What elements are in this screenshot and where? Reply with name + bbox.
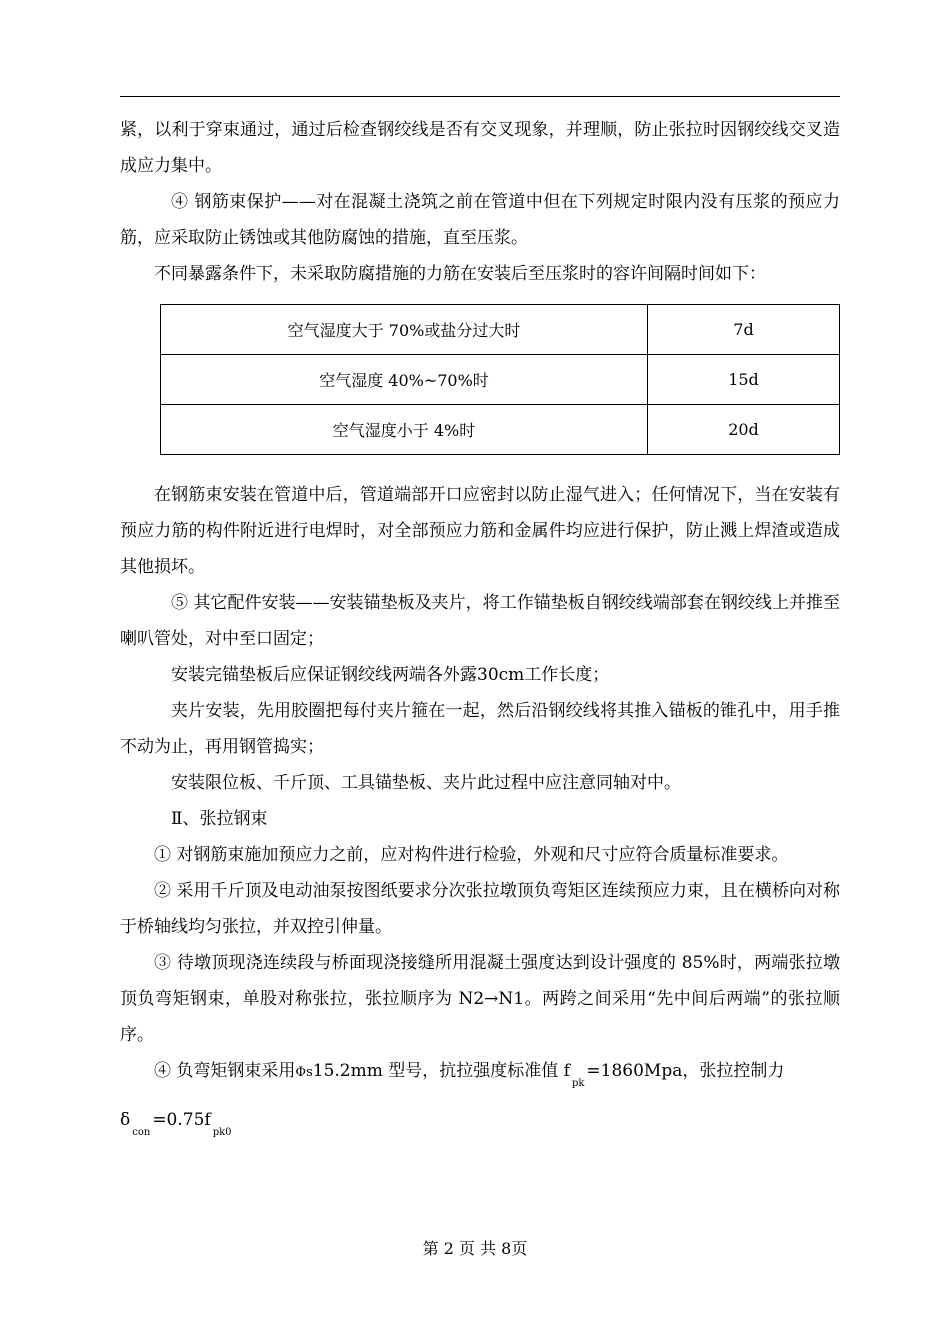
table-cell-time: 7d xyxy=(648,305,840,355)
table-cell-time: 20d xyxy=(648,405,840,455)
phi-symbol: Φs xyxy=(295,1065,313,1080)
subscript: pk xyxy=(571,1078,585,1089)
paragraph: ① 对钢筋束施加预应力之前，应对构件进行检验，外观和尺寸应符合质量标准要求。 xyxy=(154,845,789,865)
subscript: con xyxy=(132,1127,151,1138)
exposure-table xyxy=(160,304,840,455)
paragraph: 在钢筋束安装在管道中后，管道端部开口应密封以防止湿气进入；任何情况下，当在安装有预应力筋的构件附近进行电焊时，对全部预应力筋和金属件均应进行保护，防止溅上焊渣或造成其他损坏。 xyxy=(120,485,840,577)
page-footer: 第 2 页 共 8页 xyxy=(422,1239,528,1258)
table-cell-condition: 空气湿度小于 4%时 xyxy=(161,405,648,455)
paragraph-fittings: ⑤ 其它配件安装——安装锚垫板及夹片，将工作锚垫板自钢绞线端部套在钢绞线上并推至喇叭管处，对中至口固定； xyxy=(120,593,840,649)
table-cell-time: 15d xyxy=(648,355,840,405)
document-body xyxy=(120,112,840,1151)
paragraph-tendon-protection: ④ 钢筋束保护——对在混凝土浇筑之前在管道中但在下列规定时限内没有压浆的预应力筋，应采取防止锈蚀或其他防腐蚀的措施，直至压浆。 xyxy=(120,192,840,248)
text-run: =1860Mpa，张拉控制力 xyxy=(586,1061,785,1081)
paragraph: 不同暴露条件下，未采取防腐措施的力筋在安装后至压浆时的容许间隔时间如下： xyxy=(154,264,766,284)
paragraph: 紧，以利于穿束通过，通过后检查钢绞线是否有交叉现象，并理顺，防止张拉时因钢绞线交叉造成应力集中。 xyxy=(120,120,840,176)
table-row xyxy=(161,405,840,455)
table-row xyxy=(161,355,840,405)
text-run: =0.75f xyxy=(152,1110,211,1130)
table-cell-condition: 空气湿度 40%~70%时 xyxy=(161,355,648,405)
table-cell-condition: 空气湿度大于 70%或盐分过大时 xyxy=(161,305,648,355)
paragraph-formula xyxy=(120,1102,840,1151)
paragraph-strand-spec xyxy=(120,1053,840,1102)
paragraph: 安装完锚垫板后应保证钢绞线两端各外露30cm工作长度； xyxy=(171,665,610,685)
text-run: 15.2mm 型号，抗拉强度标准值 f xyxy=(312,1061,570,1081)
paragraph: 安装限位板、千斤顶、工具锚垫板、夹片此过程中应注意同轴对中。 xyxy=(171,773,681,793)
header-rule xyxy=(120,96,840,97)
table-row xyxy=(161,305,840,355)
text-run: ④ 负弯矩钢束采用 xyxy=(154,1061,296,1081)
paragraph: ③ 待墩顶现浇连续段与桥面现浇接缝所用混凝土强度达到设计强度的 85%时，两端张拉墩顶负弯矩钢束，单股对称张拉，张拉顺序为 N2→N1。两跨之间采用“先中间后两端”的张拉顺序。 xyxy=(120,953,840,1045)
text-run: δ xyxy=(120,1110,131,1130)
subscript: pk0 xyxy=(212,1127,232,1138)
section-heading-tensioning: Ⅱ、张拉钢束 xyxy=(171,809,268,829)
paragraph: ② 采用千斤顶及电动油泵按图纸要求分次张拉墩顶负弯矩区连续预应力束，且在横桥向对称于桥轴线均匀张拉，并双控引伸量。 xyxy=(120,881,840,937)
paragraph: 夹片安装，先用胶圈把每付夹片箍在一起，然后沿钢绞线将其推入锚板的锥孔中，用手推不动为止，再用钢管捣实； xyxy=(120,701,840,757)
